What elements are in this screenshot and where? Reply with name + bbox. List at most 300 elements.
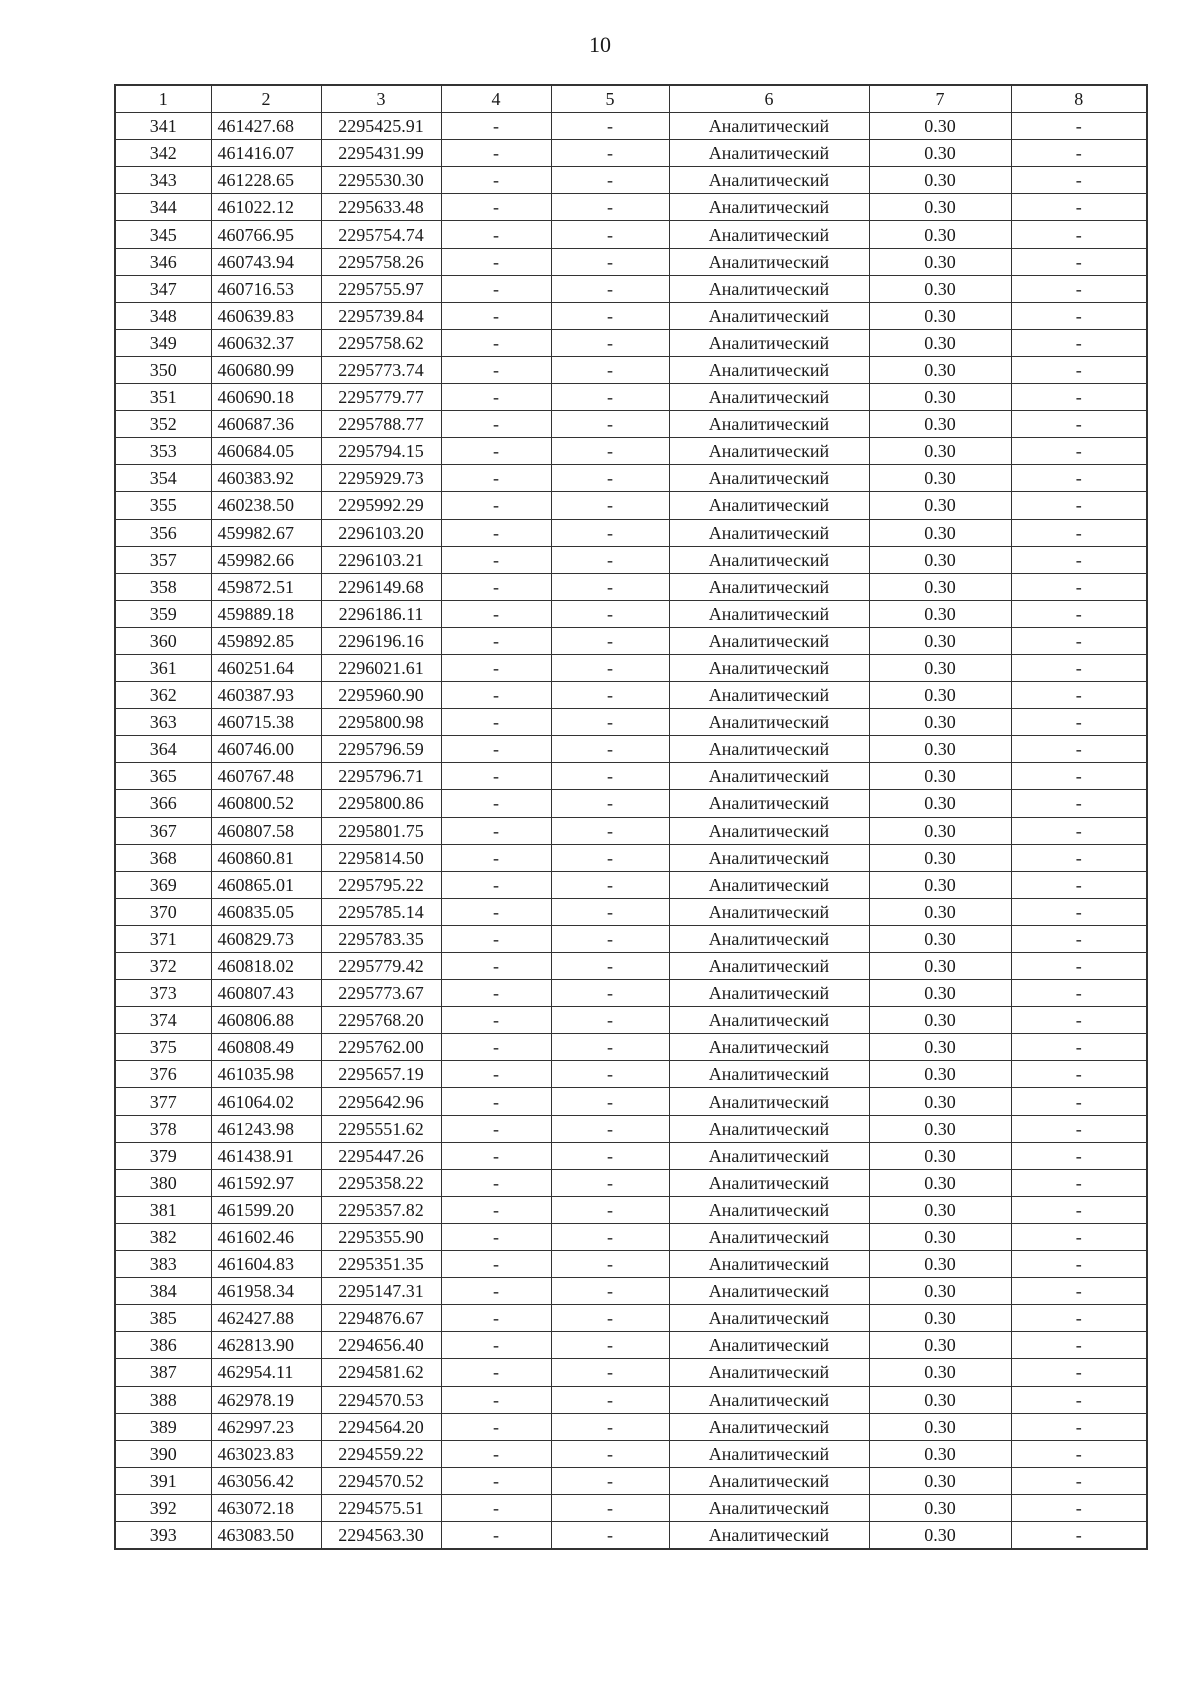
- method-cell: Аналитический: [669, 1169, 869, 1196]
- column-8-value-cell: -: [1011, 248, 1147, 275]
- accuracy-cell: 0.30: [869, 492, 1011, 519]
- column-8-value-cell: -: [1011, 465, 1147, 492]
- column-5-value-cell: -: [551, 275, 669, 302]
- column-8-value-cell: -: [1011, 1169, 1147, 1196]
- column-4-value-cell: -: [441, 302, 551, 329]
- column-5-value-cell: -: [551, 1007, 669, 1034]
- column-4-value-cell: -: [441, 1467, 551, 1494]
- column-header-1: 1: [115, 85, 211, 113]
- table-row: [115, 817, 1147, 844]
- y-coordinate-cell: 2295755.97: [321, 275, 441, 302]
- column-4-value-cell: -: [441, 871, 551, 898]
- point-number-cell: 378: [115, 1115, 211, 1142]
- point-number-cell: 381: [115, 1196, 211, 1223]
- column-4-value-cell: -: [441, 1034, 551, 1061]
- accuracy-cell: 0.30: [869, 248, 1011, 275]
- column-4-value-cell: -: [441, 1196, 551, 1223]
- accuracy-cell: 0.30: [869, 1196, 1011, 1223]
- table-row: [115, 492, 1147, 519]
- table-row: [115, 1223, 1147, 1250]
- point-number-cell: 350: [115, 356, 211, 383]
- method-cell: Аналитический: [669, 1034, 869, 1061]
- accuracy-cell: 0.30: [869, 1386, 1011, 1413]
- column-8-value-cell: -: [1011, 221, 1147, 248]
- column-4-value-cell: -: [441, 1223, 551, 1250]
- x-coordinate-cell: 462997.23: [211, 1413, 321, 1440]
- table-row: [115, 1142, 1147, 1169]
- method-cell: Аналитический: [669, 925, 869, 952]
- accuracy-cell: 0.30: [869, 817, 1011, 844]
- point-number-cell: 387: [115, 1359, 211, 1386]
- table-row: [115, 519, 1147, 546]
- method-cell: Аналитический: [669, 871, 869, 898]
- column-5-value-cell: -: [551, 817, 669, 844]
- column-5-value-cell: -: [551, 329, 669, 356]
- y-coordinate-cell: 2295739.84: [321, 302, 441, 329]
- accuracy-cell: 0.30: [869, 1440, 1011, 1467]
- accuracy-cell: 0.30: [869, 438, 1011, 465]
- column-8-value-cell: -: [1011, 1061, 1147, 1088]
- column-8-value-cell: -: [1011, 1142, 1147, 1169]
- column-8-value-cell: -: [1011, 573, 1147, 600]
- column-5-value-cell: -: [551, 600, 669, 627]
- y-coordinate-cell: 2295358.22: [321, 1169, 441, 1196]
- accuracy-cell: 0.30: [869, 1061, 1011, 1088]
- table-row: [115, 1413, 1147, 1440]
- accuracy-cell: 0.30: [869, 1359, 1011, 1386]
- column-4-value-cell: -: [441, 1494, 551, 1521]
- column-4-value-cell: -: [441, 1278, 551, 1305]
- column-5-value-cell: -: [551, 167, 669, 194]
- column-8-value-cell: -: [1011, 1223, 1147, 1250]
- table-row: [115, 600, 1147, 627]
- point-number-cell: 383: [115, 1251, 211, 1278]
- accuracy-cell: 0.30: [869, 519, 1011, 546]
- column-5-value-cell: -: [551, 438, 669, 465]
- accuracy-cell: 0.30: [869, 898, 1011, 925]
- point-number-cell: 367: [115, 817, 211, 844]
- column-4-value-cell: -: [441, 113, 551, 140]
- x-coordinate-cell: 463023.83: [211, 1440, 321, 1467]
- table-row: [115, 1115, 1147, 1142]
- column-header-5: 5: [551, 85, 669, 113]
- accuracy-cell: 0.30: [869, 736, 1011, 763]
- column-5-value-cell: -: [551, 546, 669, 573]
- x-coordinate-cell: 460807.43: [211, 980, 321, 1007]
- column-5-value-cell: -: [551, 1440, 669, 1467]
- column-8-value-cell: -: [1011, 654, 1147, 681]
- accuracy-cell: 0.30: [869, 627, 1011, 654]
- x-coordinate-cell: 461243.98: [211, 1115, 321, 1142]
- table-row: [115, 167, 1147, 194]
- column-4-value-cell: -: [441, 1413, 551, 1440]
- y-coordinate-cell: 2295773.67: [321, 980, 441, 1007]
- method-cell: Аналитический: [669, 519, 869, 546]
- table-row: [115, 1359, 1147, 1386]
- column-8-value-cell: -: [1011, 1196, 1147, 1223]
- accuracy-cell: 0.30: [869, 384, 1011, 411]
- x-coordinate-cell: 460680.99: [211, 356, 321, 383]
- accuracy-cell: 0.30: [869, 1332, 1011, 1359]
- column-5-value-cell: -: [551, 1088, 669, 1115]
- column-8-value-cell: -: [1011, 411, 1147, 438]
- point-number-cell: 345: [115, 221, 211, 248]
- column-4-value-cell: -: [441, 790, 551, 817]
- accuracy-cell: 0.30: [869, 1142, 1011, 1169]
- page-number: 10: [589, 32, 611, 57]
- table-row: [115, 1034, 1147, 1061]
- column-8-value-cell: -: [1011, 194, 1147, 221]
- point-number-cell: 371: [115, 925, 211, 952]
- point-number-cell: 348: [115, 302, 211, 329]
- column-5-value-cell: -: [551, 898, 669, 925]
- y-coordinate-cell: 2296149.68: [321, 573, 441, 600]
- column-5-value-cell: -: [551, 248, 669, 275]
- x-coordinate-cell: 460639.83: [211, 302, 321, 329]
- x-coordinate-cell: 459872.51: [211, 573, 321, 600]
- y-coordinate-cell: 2295800.86: [321, 790, 441, 817]
- accuracy-cell: 0.30: [869, 844, 1011, 871]
- method-cell: Аналитический: [669, 356, 869, 383]
- column-8-value-cell: -: [1011, 763, 1147, 790]
- method-cell: Аналитический: [669, 1521, 869, 1549]
- table-row: [115, 898, 1147, 925]
- point-number-cell: 373: [115, 980, 211, 1007]
- table-row: [115, 302, 1147, 329]
- method-cell: Аналитический: [669, 709, 869, 736]
- point-number-cell: 354: [115, 465, 211, 492]
- accuracy-cell: 0.30: [869, 682, 1011, 709]
- x-coordinate-cell: 460746.00: [211, 736, 321, 763]
- table-row: [115, 1521, 1147, 1549]
- column-header-3: 3: [321, 85, 441, 113]
- method-cell: Аналитический: [669, 546, 869, 573]
- column-5-value-cell: -: [551, 1142, 669, 1169]
- column-4-value-cell: -: [441, 248, 551, 275]
- table-row: [115, 221, 1147, 248]
- x-coordinate-cell: 460800.52: [211, 790, 321, 817]
- point-number-cell: 368: [115, 844, 211, 871]
- column-8-value-cell: -: [1011, 113, 1147, 140]
- column-4-value-cell: -: [441, 1061, 551, 1088]
- column-8-value-cell: -: [1011, 1413, 1147, 1440]
- column-5-value-cell: -: [551, 384, 669, 411]
- column-8-value-cell: -: [1011, 682, 1147, 709]
- point-number-cell: 392: [115, 1494, 211, 1521]
- accuracy-cell: 0.30: [869, 1115, 1011, 1142]
- column-4-value-cell: -: [441, 140, 551, 167]
- column-8-value-cell: -: [1011, 492, 1147, 519]
- accuracy-cell: 0.30: [869, 1305, 1011, 1332]
- column-5-value-cell: -: [551, 844, 669, 871]
- column-8-value-cell: -: [1011, 600, 1147, 627]
- column-5-value-cell: -: [551, 1521, 669, 1549]
- point-number-cell: 356: [115, 519, 211, 546]
- column-5-value-cell: -: [551, 194, 669, 221]
- point-number-cell: 382: [115, 1223, 211, 1250]
- point-number-cell: 388: [115, 1386, 211, 1413]
- accuracy-cell: 0.30: [869, 113, 1011, 140]
- column-4-value-cell: -: [441, 898, 551, 925]
- column-4-value-cell: -: [441, 654, 551, 681]
- method-cell: Аналитический: [669, 1278, 869, 1305]
- accuracy-cell: 0.30: [869, 1494, 1011, 1521]
- x-coordinate-cell: 460860.81: [211, 844, 321, 871]
- column-8-value-cell: -: [1011, 709, 1147, 736]
- table-row: [115, 1494, 1147, 1521]
- column-8-value-cell: -: [1011, 1088, 1147, 1115]
- method-cell: Аналитический: [669, 790, 869, 817]
- point-number-cell: 364: [115, 736, 211, 763]
- column-5-value-cell: -: [551, 1413, 669, 1440]
- y-coordinate-cell: 2295768.20: [321, 1007, 441, 1034]
- column-4-value-cell: -: [441, 627, 551, 654]
- method-cell: Аналитический: [669, 600, 869, 627]
- column-5-value-cell: -: [551, 627, 669, 654]
- point-number-cell: 346: [115, 248, 211, 275]
- table-body: [115, 113, 1147, 1549]
- column-4-value-cell: -: [441, 1359, 551, 1386]
- y-coordinate-cell: 2295754.74: [321, 221, 441, 248]
- y-coordinate-cell: 2295801.75: [321, 817, 441, 844]
- x-coordinate-cell: 460715.38: [211, 709, 321, 736]
- table-row: [115, 871, 1147, 898]
- column-4-value-cell: -: [441, 682, 551, 709]
- table-row: [115, 1278, 1147, 1305]
- table-row: [115, 1467, 1147, 1494]
- method-cell: Аналитический: [669, 1115, 869, 1142]
- table-row: [115, 763, 1147, 790]
- method-cell: Аналитический: [669, 1196, 869, 1223]
- table-row: [115, 682, 1147, 709]
- coordinates-table: [114, 84, 1148, 1550]
- y-coordinate-cell: 2296021.61: [321, 654, 441, 681]
- method-cell: Аналитический: [669, 898, 869, 925]
- column-8-value-cell: -: [1011, 1494, 1147, 1521]
- column-5-value-cell: -: [551, 925, 669, 952]
- table-row: [115, 627, 1147, 654]
- column-4-value-cell: -: [441, 465, 551, 492]
- y-coordinate-cell: 2295147.31: [321, 1278, 441, 1305]
- column-4-value-cell: -: [441, 519, 551, 546]
- accuracy-cell: 0.30: [869, 1278, 1011, 1305]
- column-header-7: 7: [869, 85, 1011, 113]
- accuracy-cell: 0.30: [869, 221, 1011, 248]
- point-number-cell: 370: [115, 898, 211, 925]
- accuracy-cell: 0.30: [869, 790, 1011, 817]
- y-coordinate-cell: 2295551.62: [321, 1115, 441, 1142]
- column-5-value-cell: -: [551, 709, 669, 736]
- y-coordinate-cell: 2295355.90: [321, 1223, 441, 1250]
- accuracy-cell: 0.30: [869, 275, 1011, 302]
- column-5-value-cell: -: [551, 654, 669, 681]
- y-coordinate-cell: 2295357.82: [321, 1196, 441, 1223]
- column-5-value-cell: -: [551, 1467, 669, 1494]
- point-number-cell: 377: [115, 1088, 211, 1115]
- column-4-value-cell: -: [441, 925, 551, 952]
- accuracy-cell: 0.30: [869, 302, 1011, 329]
- method-cell: Аналитический: [669, 1088, 869, 1115]
- method-cell: Аналитический: [669, 1061, 869, 1088]
- x-coordinate-cell: 461592.97: [211, 1169, 321, 1196]
- x-coordinate-cell: 460807.58: [211, 817, 321, 844]
- column-5-value-cell: -: [551, 1034, 669, 1061]
- table-row: [115, 465, 1147, 492]
- y-coordinate-cell: 2295425.91: [321, 113, 441, 140]
- method-cell: Аналитический: [669, 1494, 869, 1521]
- column-5-value-cell: -: [551, 113, 669, 140]
- point-number-cell: 385: [115, 1305, 211, 1332]
- accuracy-cell: 0.30: [869, 546, 1011, 573]
- table-row: [115, 275, 1147, 302]
- x-coordinate-cell: 461022.12: [211, 194, 321, 221]
- table-row: [115, 140, 1147, 167]
- column-8-value-cell: -: [1011, 140, 1147, 167]
- accuracy-cell: 0.30: [869, 1007, 1011, 1034]
- x-coordinate-cell: 460632.37: [211, 329, 321, 356]
- point-number-cell: 376: [115, 1061, 211, 1088]
- column-5-value-cell: -: [551, 492, 669, 519]
- x-coordinate-cell: 460690.18: [211, 384, 321, 411]
- method-cell: Аналитический: [669, 817, 869, 844]
- column-5-value-cell: -: [551, 1169, 669, 1196]
- column-5-value-cell: -: [551, 221, 669, 248]
- column-4-value-cell: -: [441, 1386, 551, 1413]
- column-5-value-cell: -: [551, 1196, 669, 1223]
- table-row: [115, 411, 1147, 438]
- method-cell: Аналитический: [669, 438, 869, 465]
- column-5-value-cell: -: [551, 411, 669, 438]
- accuracy-cell: 0.30: [869, 763, 1011, 790]
- column-8-value-cell: -: [1011, 1115, 1147, 1142]
- column-8-value-cell: -: [1011, 790, 1147, 817]
- method-cell: Аналитический: [669, 113, 869, 140]
- method-cell: Аналитический: [669, 465, 869, 492]
- point-number-cell: 365: [115, 763, 211, 790]
- accuracy-cell: 0.30: [869, 654, 1011, 681]
- y-coordinate-cell: 2295779.77: [321, 384, 441, 411]
- column-8-value-cell: -: [1011, 1034, 1147, 1061]
- point-number-cell: 347: [115, 275, 211, 302]
- accuracy-cell: 0.30: [869, 1169, 1011, 1196]
- x-coordinate-cell: 462427.88: [211, 1305, 321, 1332]
- x-coordinate-cell: 460687.36: [211, 411, 321, 438]
- column-header-4: 4: [441, 85, 551, 113]
- column-5-value-cell: -: [551, 573, 669, 600]
- column-8-value-cell: -: [1011, 627, 1147, 654]
- point-number-cell: 353: [115, 438, 211, 465]
- table-row: [115, 790, 1147, 817]
- accuracy-cell: 0.30: [869, 194, 1011, 221]
- accuracy-cell: 0.30: [869, 871, 1011, 898]
- method-cell: Аналитический: [669, 194, 869, 221]
- x-coordinate-cell: 461604.83: [211, 1251, 321, 1278]
- column-8-value-cell: -: [1011, 519, 1147, 546]
- x-coordinate-cell: 460808.49: [211, 1034, 321, 1061]
- column-8-value-cell: -: [1011, 546, 1147, 573]
- column-4-value-cell: -: [441, 736, 551, 763]
- point-number-cell: 342: [115, 140, 211, 167]
- y-coordinate-cell: 2296103.21: [321, 546, 441, 573]
- method-cell: Аналитический: [669, 302, 869, 329]
- column-4-value-cell: -: [441, 167, 551, 194]
- point-number-cell: 380: [115, 1169, 211, 1196]
- column-8-value-cell: -: [1011, 980, 1147, 1007]
- accuracy-cell: 0.30: [869, 573, 1011, 600]
- accuracy-cell: 0.30: [869, 1251, 1011, 1278]
- column-8-value-cell: -: [1011, 1359, 1147, 1386]
- method-cell: Аналитический: [669, 1413, 869, 1440]
- x-coordinate-cell: 460238.50: [211, 492, 321, 519]
- accuracy-cell: 0.30: [869, 1467, 1011, 1494]
- column-5-value-cell: -: [551, 1251, 669, 1278]
- x-coordinate-cell: 460251.64: [211, 654, 321, 681]
- y-coordinate-cell: 2295447.26: [321, 1142, 441, 1169]
- accuracy-cell: 0.30: [869, 953, 1011, 980]
- table-row: [115, 438, 1147, 465]
- column-8-value-cell: -: [1011, 275, 1147, 302]
- x-coordinate-cell: 461228.65: [211, 167, 321, 194]
- method-cell: Аналитический: [669, 1386, 869, 1413]
- x-coordinate-cell: 460766.95: [211, 221, 321, 248]
- column-4-value-cell: -: [441, 953, 551, 980]
- x-coordinate-cell: 461064.02: [211, 1088, 321, 1115]
- y-coordinate-cell: 2294570.52: [321, 1467, 441, 1494]
- accuracy-cell: 0.30: [869, 709, 1011, 736]
- method-cell: Аналитический: [669, 329, 869, 356]
- x-coordinate-cell: 460383.92: [211, 465, 321, 492]
- x-coordinate-cell: 462978.19: [211, 1386, 321, 1413]
- column-5-value-cell: -: [551, 1115, 669, 1142]
- column-8-value-cell: -: [1011, 953, 1147, 980]
- column-4-value-cell: -: [441, 600, 551, 627]
- table-row: [115, 356, 1147, 383]
- method-cell: Аналитический: [669, 953, 869, 980]
- table-row: [115, 709, 1147, 736]
- x-coordinate-cell: 461602.46: [211, 1223, 321, 1250]
- column-5-value-cell: -: [551, 1223, 669, 1250]
- y-coordinate-cell: 2295762.00: [321, 1034, 441, 1061]
- method-cell: Аналитический: [669, 1332, 869, 1359]
- column-8-value-cell: -: [1011, 1278, 1147, 1305]
- y-coordinate-cell: 2295642.96: [321, 1088, 441, 1115]
- point-number-cell: 344: [115, 194, 211, 221]
- y-coordinate-cell: 2295633.48: [321, 194, 441, 221]
- column-4-value-cell: -: [441, 1169, 551, 1196]
- x-coordinate-cell: 460865.01: [211, 871, 321, 898]
- method-cell: Аналитический: [669, 275, 869, 302]
- method-cell: Аналитический: [669, 248, 869, 275]
- column-8-value-cell: -: [1011, 1305, 1147, 1332]
- point-number-cell: 341: [115, 113, 211, 140]
- y-coordinate-cell: 2295783.35: [321, 925, 441, 952]
- column-5-value-cell: -: [551, 140, 669, 167]
- y-coordinate-cell: 2295796.71: [321, 763, 441, 790]
- column-8-value-cell: -: [1011, 329, 1147, 356]
- accuracy-cell: 0.30: [869, 1413, 1011, 1440]
- method-cell: Аналитический: [669, 844, 869, 871]
- x-coordinate-cell: 460767.48: [211, 763, 321, 790]
- column-4-value-cell: -: [441, 1142, 551, 1169]
- method-cell: Аналитический: [669, 1359, 869, 1386]
- column-4-value-cell: -: [441, 980, 551, 1007]
- column-8-value-cell: -: [1011, 302, 1147, 329]
- y-coordinate-cell: 2295530.30: [321, 167, 441, 194]
- column-4-value-cell: -: [441, 1332, 551, 1359]
- point-number-cell: 391: [115, 1467, 211, 1494]
- column-4-value-cell: -: [441, 411, 551, 438]
- table-row: [115, 1305, 1147, 1332]
